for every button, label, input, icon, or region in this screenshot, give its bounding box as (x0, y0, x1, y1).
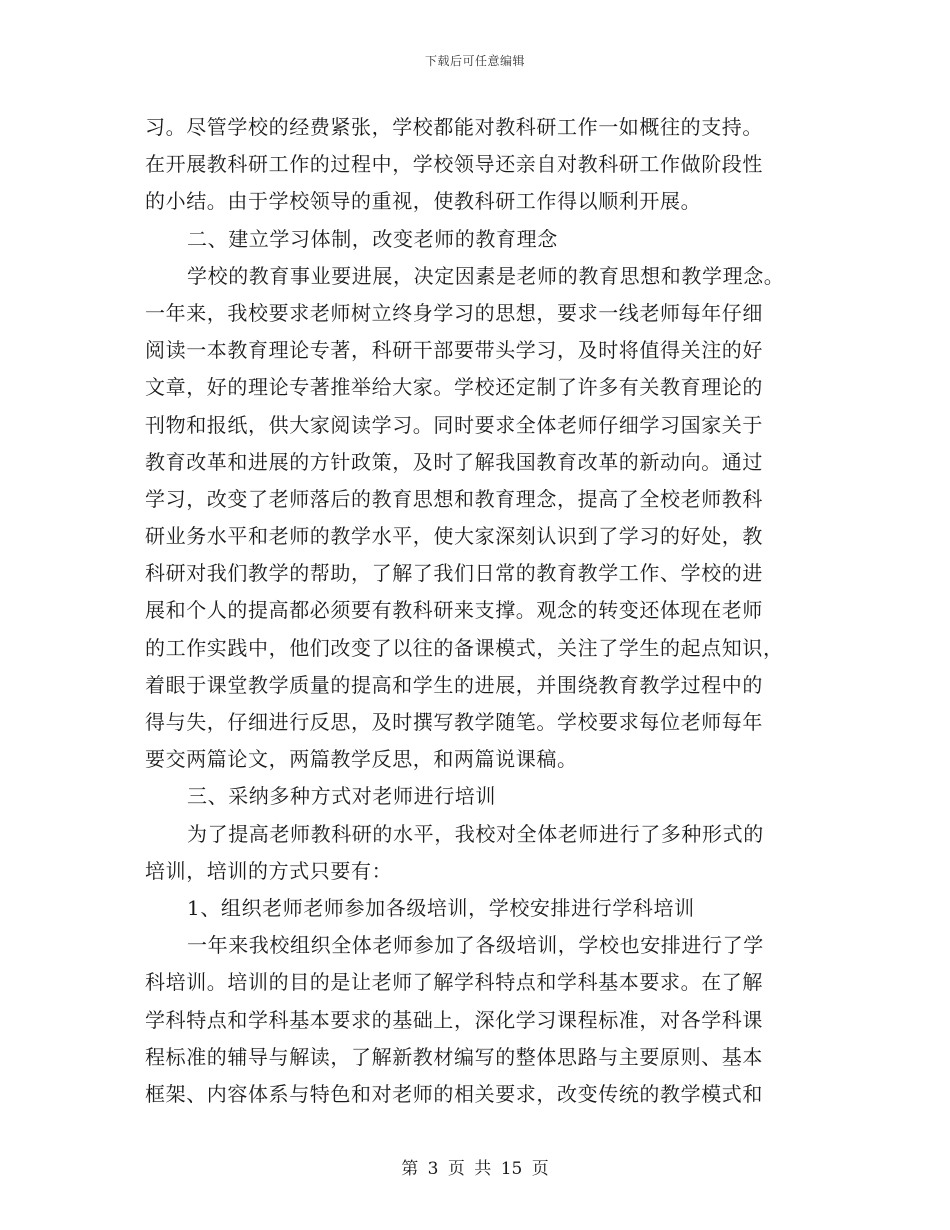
page-footer: 第 3 页 共 15 页 (401, 1159, 549, 1179)
body-line: 展和个人的提高都必须要有教科研来支撑。观念的转变还体现在老师 (145, 598, 763, 623)
body-line: 阅读一本教育理论专著，科研干部要带头学习，及时将值得关注的好 (145, 338, 763, 363)
body-line: 学校的教育事业要进展，决定因素是老师的教育思想和教学理念。 (187, 263, 785, 288)
body-line: 为了提高老师教科研的水平，我校对全体老师进行了多种形式的 (187, 821, 764, 846)
section-heading: 二、建立学习体制，改变老师的教育理念 (187, 226, 558, 251)
body-line: 习。尽管学校的经费紧张，学校都能对教科研工作一如概往的支持。 (145, 115, 763, 139)
body-line: 在开展教科研工作的过程中，学校领导还亲自对教科研工作做阶段性 (145, 152, 763, 177)
body-line: 培训，培训的方式只要有： (145, 858, 393, 883)
body-line: 学习，改变了老师落后的教育思想和教育理念，提高了全校老师教科 (145, 486, 763, 511)
body-line: 文章，好的理论专著推举给大家。学校还定制了许多有关教育理论的 (145, 375, 763, 400)
body-line: 框架、内容体系与特色和对老师的相关要求，改变传统的教学模式和 (145, 1081, 763, 1106)
document-body (145, 109, 810, 1113)
body-line: 着眼于课堂教学质量的提高和学生的进展，并围绕教育教学过程中的 (145, 672, 763, 697)
section-heading: 三、采纳多种方式对老师进行培训 (187, 784, 496, 809)
body-line: 程标准的辅导与解读，了解新教材编写的整体思路与主要原则、基本 (145, 1044, 763, 1069)
body-line: 一年来，我校要求老师树立终身学习的思想，要求一线老师每年仔细 (145, 300, 763, 325)
body-line: 科研对我们教学的帮助，了解了我们日常的教育教学工作、学校的进 (145, 561, 763, 586)
body-line: 学科特点和学科基本要求的基础上，深化学习课程标准，对各学科课 (145, 1007, 763, 1032)
body-line: 的小结。由于学校领导的重视，使教科研工作得以顺利开展。 (145, 189, 702, 214)
body-line: 科培训。培训的目的是让老师了解学科特点和学科基本要求。在了解 (145, 970, 763, 995)
body-line: 研业务水平和老师的教学水平，使大家深刻认识到了学习的好处，教 (145, 524, 763, 549)
body-line: 要交两篇论文，两篇教学反思，和两篇说课稿。 (145, 747, 578, 772)
body-line: 一年来我校组织全体老师参加了各级培训，学校也安排进行了学 (187, 933, 764, 958)
body-line: 的工作实践中，他们改变了以往的备课模式，关注了学生的起点知识， (145, 635, 784, 660)
body-line: 刊物和报纸，供大家阅读学习。同时要求全体老师仔细学习国家关于 (145, 412, 763, 437)
body-line: 教育改革和进展的方针政策，及时了解我国教育改革的新动向。通过 (145, 449, 763, 474)
body-line: 得与失，仔细进行反思，及时撰写教学随笔。学校要求每位老师每年 (145, 710, 763, 734)
page-header: 下载后可任意编辑 (424, 54, 525, 68)
subsection-heading: 1、组织老师老师参加各级培训，学校安排进行学科培训 (187, 895, 695, 920)
